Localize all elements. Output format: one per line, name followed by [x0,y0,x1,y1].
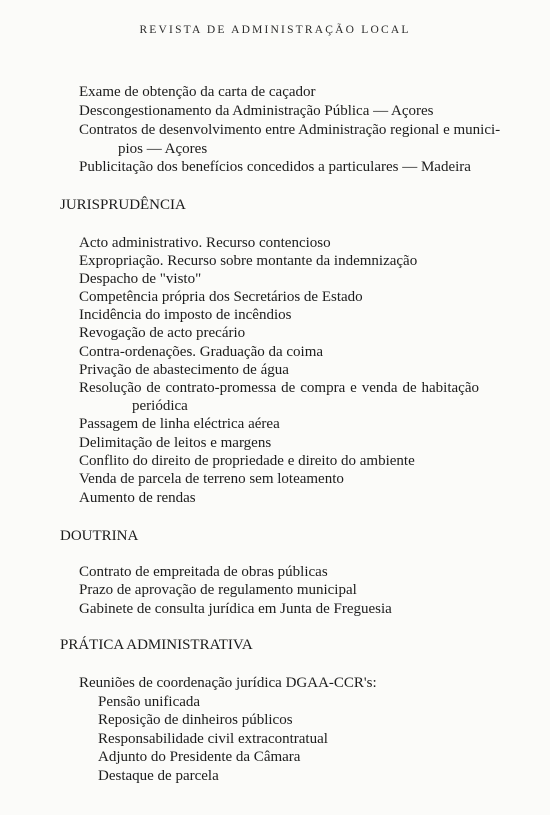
list-item: Aumento de rendas [79,490,196,506]
list-item: Prazo de aprovação de regulamento municipal [79,582,357,598]
list-item-continuation: pios — Açores [118,141,208,157]
list-item: Incidência do imposto de incêndios [79,307,292,323]
list-item: Resolução de contrato-promessa de compra e venda de habitação [79,380,479,396]
list-item: Venda de parcela de terreno sem loteamento [79,471,344,487]
list-subitem: Pensão unificada [98,694,201,710]
list-item: Despacho de "visto" [79,271,202,287]
list-item: Conflito do direito de propriedade e direito do ambiente [79,453,415,469]
section-heading-jurisprudencia: JURISPRUDÊNCIA [60,197,186,213]
list-item: Acto administrativo. Recurso contencioso [79,235,331,251]
list-item: Contratos de desenvolvimento entre Administração regional e munici- [79,122,501,138]
list-item-continuation: periódica [132,398,188,414]
list-item: Contra-ordenações. Graduação da coima [79,344,324,360]
list-subitem: Reposição de dinheiros públicos [98,712,293,728]
list-item: Publicitação dos benefícios concedidos a particulares — Madeira [79,159,471,175]
list-subitem: Destaque de parcela [98,768,219,784]
list-item: Gabinete de consulta jurídica em Junta de Freguesia [79,601,392,617]
list-item: Contrato de empreitada de obras públicas [79,564,328,580]
list-item: Competência própria dos Secretários de Estado [79,289,363,305]
list-subitem: Responsabilidade civil extracontratual [98,731,328,747]
list-item: Exame de obtenção da carta de caçador [79,84,316,100]
list-item-intro: Reuniões de coordenação jurídica DGAA-CCR's: [79,675,377,691]
list-item: Descongestionamento da Administração Pública — Açores [79,103,434,119]
list-subitem: Adjunto do Presidente da Câmara [98,749,301,765]
list-item: Revogação de acto precário [79,325,246,341]
section-heading-pratica-administrativa: PRÁTICA ADMINISTRATIVA [60,637,253,653]
list-item: Expropriação. Recurso sobre montante da indemnização [79,253,418,269]
list-item: Privação de abastecimento de água [79,362,289,378]
running-header: REVISTA DE ADMINISTRAÇÃO LOCAL [139,24,411,36]
list-item: Delimitação de leitos e margens [79,435,272,451]
section-heading-doutrina: DOUTRINA [60,528,139,544]
list-item: Passagem de linha eléctrica aérea [79,416,280,432]
